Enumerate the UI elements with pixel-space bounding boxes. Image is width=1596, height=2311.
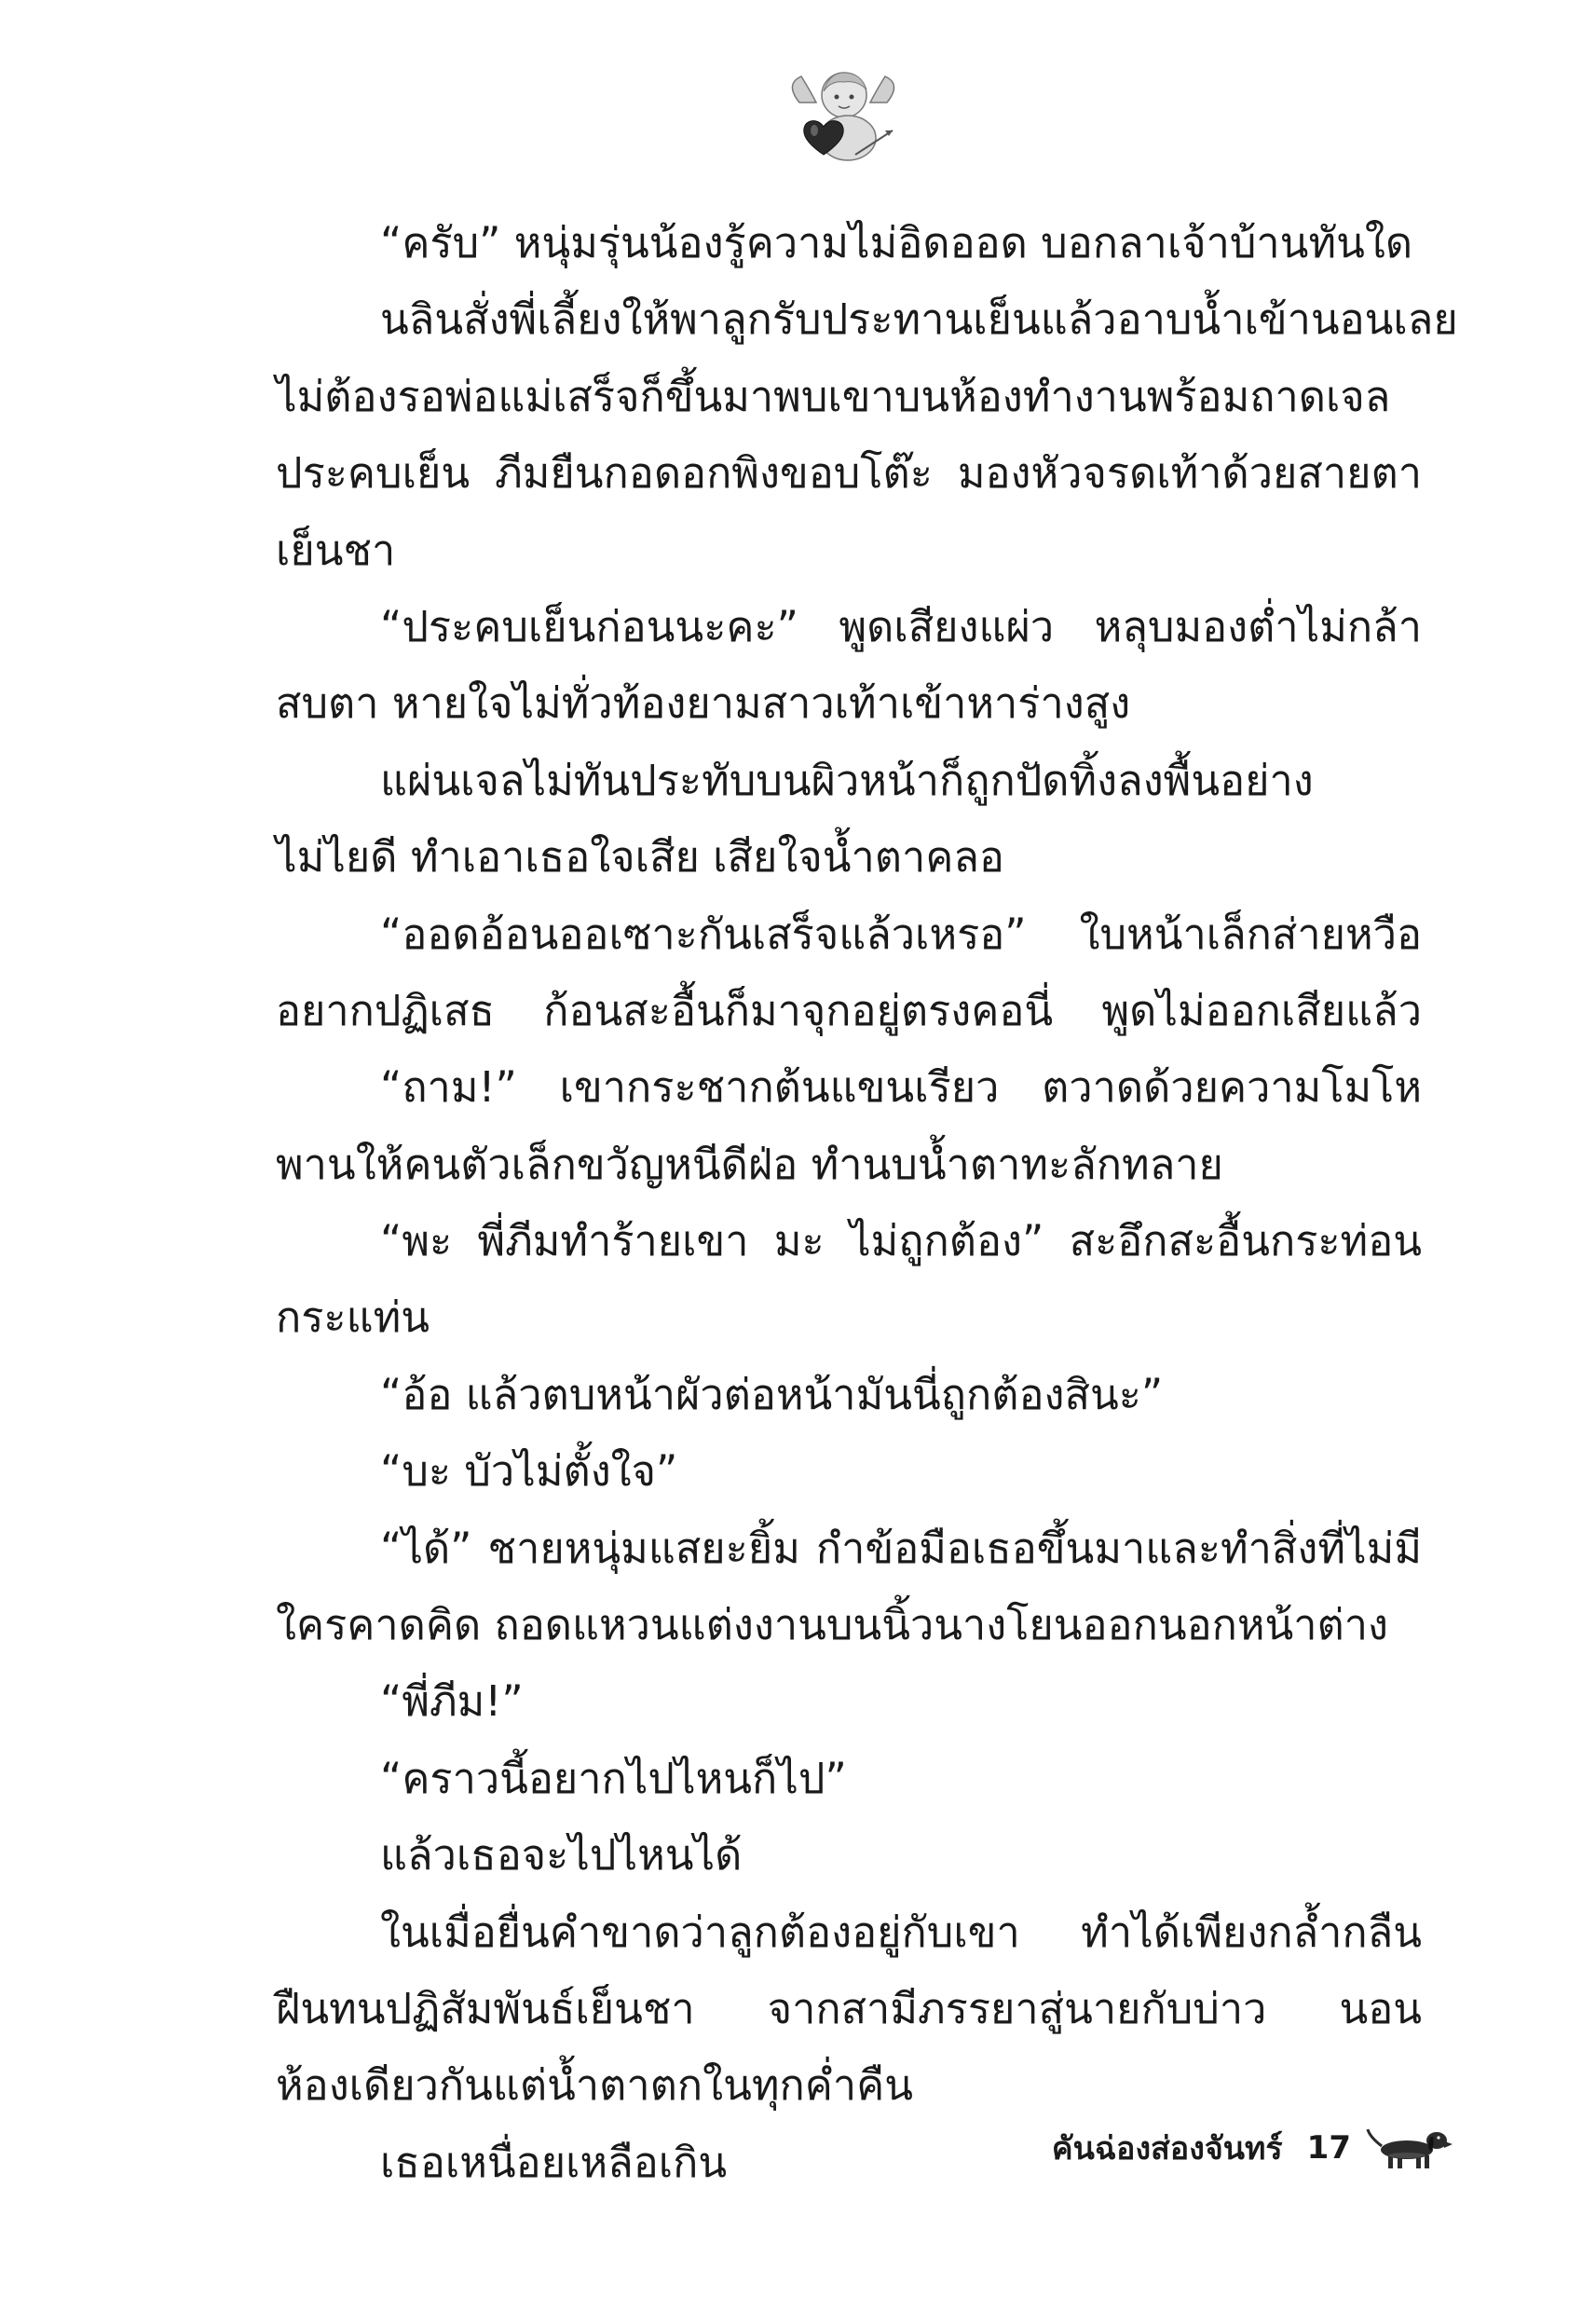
text-line: เธอเหนื่อยเหลือเกิน	[380, 2137, 728, 2187]
text-line: พานให้คนตัวเล็กขวัญหนีดีฝ่อ ทำนบน้ำตาทะลักทลาย	[276, 1139, 1223, 1189]
text-line: “อ้อ แล้วตบหน้าผัวต่อหน้ามันนี่ถูกต้องสินะ”	[380, 1369, 1164, 1419]
text-line: “ออดอ้อนออเซาะกันเสร็จแล้วเหรอ” ใบหน้าเล็กส่ายหวือ	[380, 909, 1422, 959]
text-line: แล้วเธอจะไปไหนได้	[380, 1830, 743, 1880]
text-line: “คราวนี้อยากไปไหนก็ไป”	[380, 1753, 847, 1803]
text-line: ไม่ต้องรอพ่อแม่เสร็จก็ขึ้นมาพบเขาบนห้องทำงานพร้อมถาดเจล	[276, 371, 1391, 421]
page-number: 17	[1306, 2129, 1351, 2167]
text-line: อยากปฏิเสธ ก้อนสะอื้นก็มาจุกอยู่ตรงคอนี่ พูดไม่ออกเสียแล้ว	[276, 985, 1422, 1035]
page-footer	[988, 2115, 1453, 2181]
text-line: “ได้” ชายหนุ่มแสยะยิ้ม กำข้อมือเธอขึ้นมาและทำสิ่งที่ไม่มี	[380, 1523, 1422, 1573]
story-text	[276, 205, 1458, 2201]
text-line: “พะ พี่ภีมทำร้ายเขา มะ ไม่ถูกต้อง” สะอึกสะอื้นกระท่อน	[380, 1216, 1422, 1266]
text-line: เย็นชา	[276, 525, 396, 575]
text-line: ฝืนทนปฏิสัมพันธ์เย็นชา จากสามีภรรยาสู่นายกับบ่าว นอน	[276, 1983, 1422, 2033]
text-line: ไม่ไยดี ทำเอาเธอใจเสีย เสียใจน้ำตาคลอ	[276, 832, 1004, 882]
text-line: “ครับ” หนุ่มรุ่นน้องรู้ความไม่อิดออด บอกลาเจ้าบ้านทันใด	[380, 218, 1413, 267]
text-line: นลินสั่งพี่เลี้ยงให้พาลูกรับประทานเย็นแล้วอาบน้ำเข้านอนเลย	[380, 294, 1458, 345]
text-line: “บะ บัวไม่ตั้งใจ”	[380, 1446, 678, 1497]
text-line: ในเมื่อยื่นคำขาดว่าลูกต้องอยู่กับเขา ทำได้เพียงกล้ำกลืน	[380, 1907, 1422, 1957]
text-line: “ถาม!” เขากระชากต้นแขนเรียว ตวาดด้วยความโมโห	[380, 1062, 1422, 1113]
cherub-holding-heart-icon	[783, 65, 904, 168]
dachshund-dog-icon	[1364, 2122, 1453, 2174]
text-line: ห้องเดียวกันแต่น้ำตาตกในทุกค่ำคืน	[276, 2060, 914, 2111]
book-title: คันฉ่องส่องจันทร์	[1051, 2130, 1283, 2167]
text-line: “ประคบเย็นก่อนนะคะ” พูดเสียงแผ่ว หลุบมองต่ำไม่กล้า	[380, 601, 1422, 651]
text-line: “พี่ภีม!”	[380, 1676, 524, 1727]
text-line: สบตา หายใจไม่ทั่วท้องยามสาวเท้าเข้าหาร่างสูง	[276, 678, 1131, 729]
text-line: ประคบเย็น ภีมยืนกอดอกพิงขอบโต๊ะ มองหัวจรดเท้าด้วยสายตา	[276, 448, 1422, 499]
text-line: ใครคาดคิด ถอดแหวนแต่งงานบนนิ้วนางโยนออกนอกหน้าต่าง	[276, 1600, 1389, 1650]
text-line: แผ่นเจลไม่ทันประทับบนผิวหน้าก็ถูกปัดทิ้งลงพื้นอย่าง	[380, 755, 1314, 805]
text-line: กระแท่น	[276, 1292, 430, 1343]
